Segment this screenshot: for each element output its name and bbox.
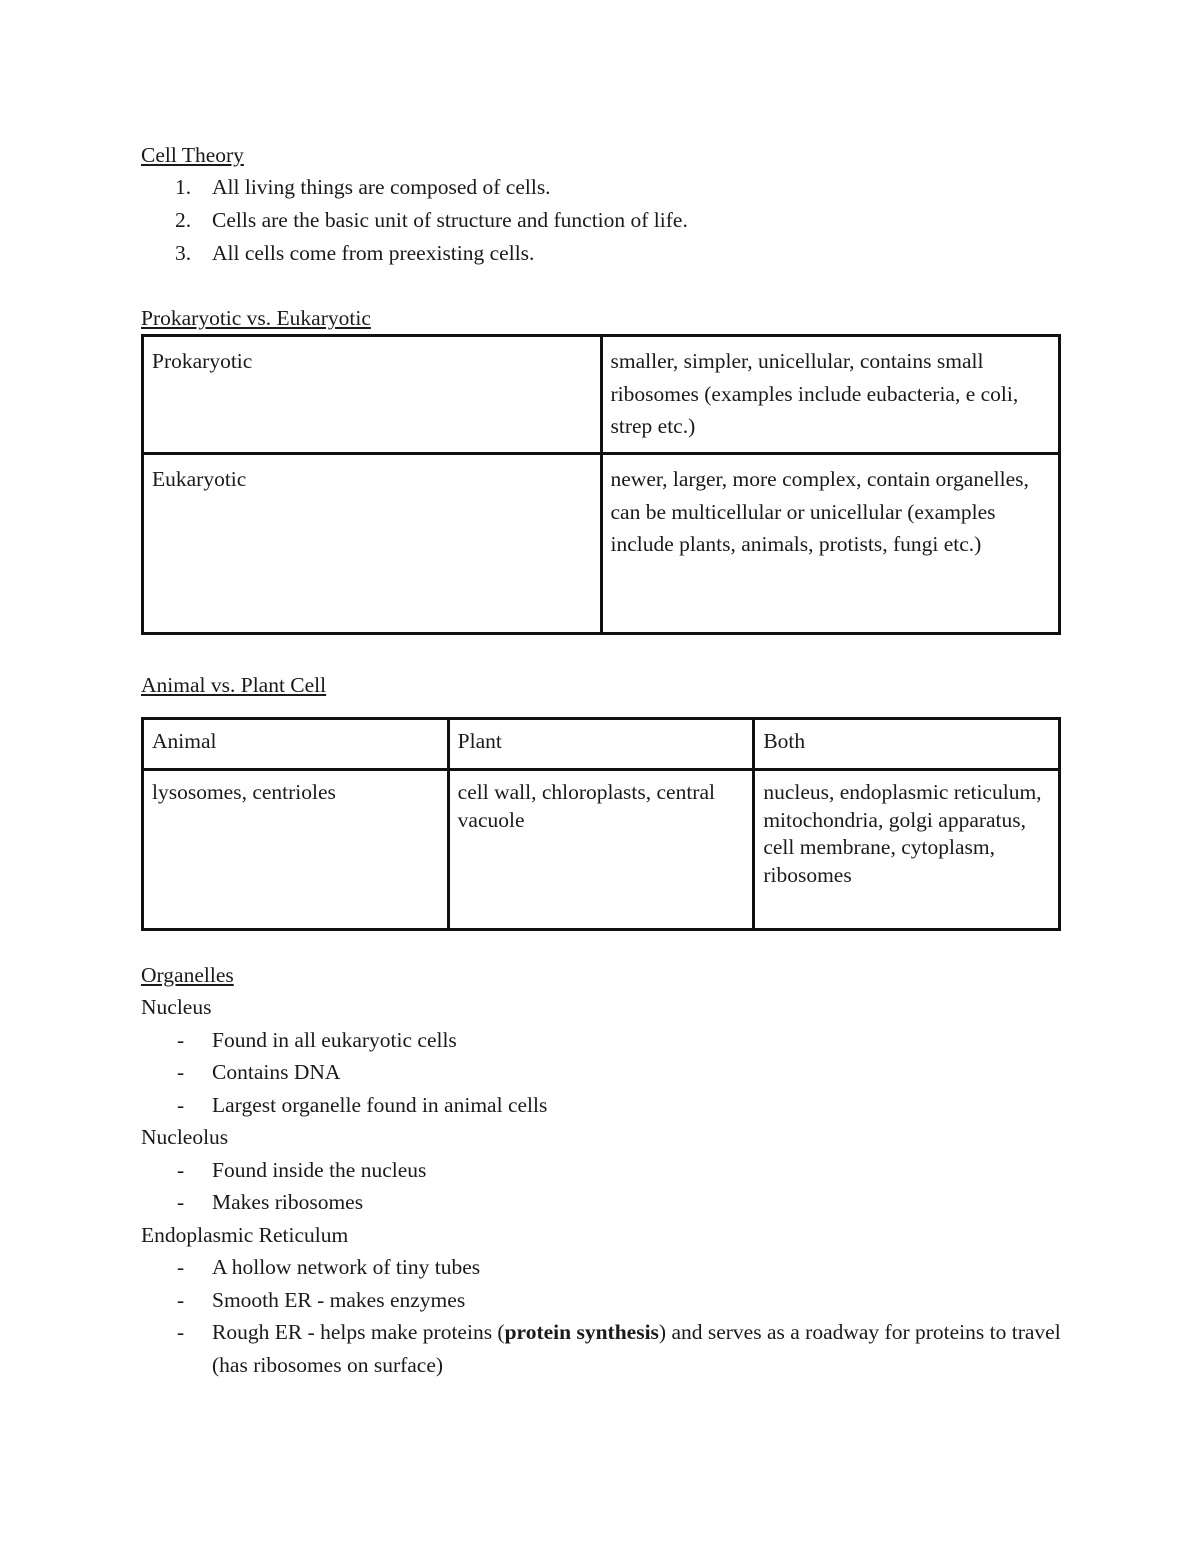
table-cell: smaller, simpler, unicellular, contains small ribosomes (examples include eubacteria, e coli, strep etc.) (601, 336, 1060, 454)
animal-plant-heading: Animal vs. Plant Cell (141, 673, 327, 697)
cell-theory-heading: Cell Theory (141, 143, 244, 167)
pro-euk-table (141, 334, 1061, 635)
er-title: Endoplasmic Reticulum (141, 1222, 349, 1247)
list-item: - A hollow network of tiny tubes (177, 1255, 481, 1279)
document-page (141, 139, 1061, 1381)
list-item: - Makes ribosomes (177, 1190, 364, 1214)
list-item: - Smooth ER - makes enzymes (177, 1287, 466, 1312)
list-item: 2. Cells are the basic unit of structure and function of life. (175, 208, 688, 232)
nucleolus-list (141, 1154, 1061, 1219)
bold-term: protein synthesis (504, 1320, 659, 1344)
list-item: - Found inside the nucleus (177, 1157, 427, 1182)
list-item: 1. All living things are composed of cells. (175, 175, 551, 199)
pro-euk-heading: Prokaryotic vs. Eukaryotic (141, 306, 371, 330)
list-item: - Rough ER - helps make proteins (protein synthesis) and serves as a roadway for proteins to travel (has ribosomes on surface) (177, 1320, 1061, 1377)
nucleolus-title: Nucleolus (141, 1125, 229, 1149)
table-cell: cell wall, chloroplasts, central vacuole (448, 770, 754, 930)
table-cell: newer, larger, more complex, contain organelles, can be multicellular or unicellular (examples include plants, animals, protists, fungi etc.) (601, 454, 1060, 634)
table-row (143, 454, 1060, 634)
list-item-text: Cells are the basic unit of structure and function of life. (212, 208, 688, 232)
table-row (143, 336, 1060, 454)
er-list (141, 1251, 1061, 1381)
table-cell: Prokaryotic (143, 336, 602, 454)
list-item: - Found in all eukaryotic cells (177, 1027, 457, 1052)
nucleus-list (141, 1024, 1061, 1122)
list-item: 3. All cells come from preexisting cells. (175, 241, 535, 265)
column-header: Both (754, 719, 1060, 770)
organelles-heading: Organelles (141, 963, 234, 987)
animal-plant-table (141, 717, 1061, 931)
list-item-text: All living things are composed of cells. (212, 175, 551, 199)
column-header: Plant (448, 719, 754, 770)
list-item: - Contains DNA (177, 1060, 341, 1084)
cell-theory-list (141, 171, 1061, 270)
table-row (143, 770, 1060, 930)
table-cell: nucleus, endoplasmic reticulum, mitochondria, golgi apparatus, cell membrane, cytoplasm, ribosomes (754, 770, 1060, 930)
table-cell: Eukaryotic (143, 454, 602, 634)
list-item-text: All cells come from preexisting cells. (212, 241, 535, 265)
table-cell: lysosomes, centrioles (143, 770, 449, 930)
nucleus-title: Nucleus (141, 995, 212, 1019)
column-header: Animal (143, 719, 449, 770)
table-header-row (143, 719, 1060, 770)
list-item: - Largest organelle found in animal cells (177, 1092, 548, 1117)
